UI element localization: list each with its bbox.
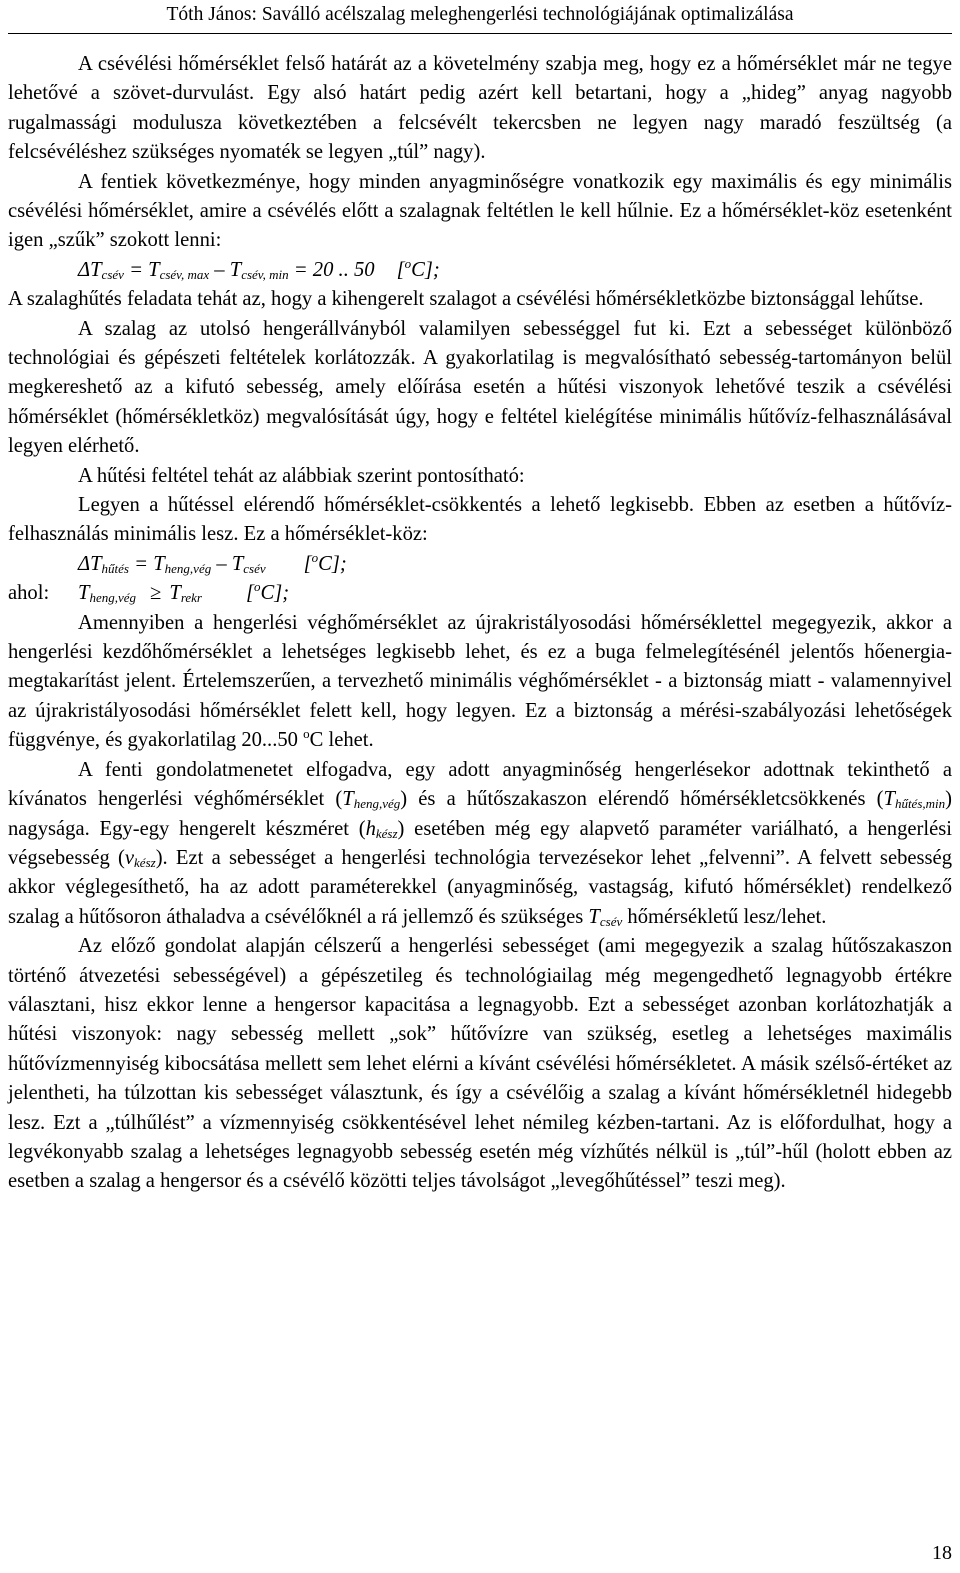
symbol-h: h — [365, 817, 376, 840]
symbol-subscript: hűtés,min — [894, 796, 946, 812]
formula-symbol: ΔT — [78, 552, 102, 575]
symbol-t: T — [342, 788, 354, 811]
text-run: Amennyiben a hengerlési véghőmérséklet az újrakristályosodási hőmérséklettel megegyezik, akkor a hengerlési kezdőhőmérséklet a lehetséges legkisebb lehet, és ez a buga felmelegítésénél jelentős hőenergia-megtakarítást jelent. Értelemszerűen, a tervezhető minimális véghőmérséklet - a biztonság miatt - valamennyivel az újrakristályosodási hőmérséklet felett kell, hogy legyen. Ez a biztonság a mérési-szabályozási lehetőségek függvénye, és gyakorlatilag 20...50 — [8, 611, 952, 752]
formula-symbol: = T — [129, 552, 165, 575]
symbol-subscript: csév — [599, 913, 623, 929]
formula-value: = 20 .. 50 — [288, 258, 375, 281]
paragraph-speed-limits: Az előző gondolat alapján célszerű a hengerlési sebességet (ami megegyezik a szalag hűtőszakaszon történő átvezetési sebességével) a gépészetileg és technológiailag még megengedhető legnagyobb értékre választani, hisz ekkor lenne a hengersor kapacitása a legnagyobb. Ezt a sebességet azonban korlátozhatják a hűtési viszonyok: nagy sebesség mellett „sok” hűtővízre van szükség, esetleg a lehetséges maximális hűtővízmennyiség kibocsátása mellett sem lehet elérni a kívánt csévélési hőmérsékletet. A másik szélső-értéket az jelentheti, ha túlzottan kis sebességet választunk, és így a csévélőig a szalag a kívánt hőmérsékletnél hidegebb lesz. Ezt a „túlhűlést” a vízmennyiség csökkentésével lehet némileg kézben-tartani. Az is előfordulhat, hogy a legvékonyabb szalag a lehetséges legnagyobb sebesség esetén még vízhűtés nélkül is „túl”-hűl (holott ebben az esetben a szalag a hengersor és a csévélő közötti teljes távolságot „levegőhűtéssel” teszi meg). — [8, 935, 952, 1193]
degree-sign: o — [254, 579, 261, 595]
paragraph-minimal-cooling: Legyen a hűtéssel elérendő hőmérséklet-csökkentés a lehető legkisebb. Ebben az esetben a hűtővíz-felhasználás minimális lesz. Ez a hőmérséklet-köz: — [8, 494, 952, 546]
formula-unit: C]; — [411, 258, 440, 281]
formula-unit: [ — [246, 582, 255, 605]
paragraph-cooling-condition: A hűtési feltétel tehát az alábbiak szerint pontosítható: — [78, 464, 525, 487]
formula-symbol: ΔT — [78, 258, 102, 281]
formula-cooling-range — [8, 550, 952, 579]
degree-sign: o — [311, 549, 319, 565]
paragraph-finishing-temperature — [8, 609, 952, 756]
body-text — [8, 50, 952, 1197]
symbol-subscript: kész — [375, 825, 398, 841]
formula-unit: [ — [303, 552, 312, 575]
text-run: ) és a hűtőszakaszon elérendő hőmérsékletcsökkenés ( — [400, 788, 884, 811]
text-run: ). Ezt a sebességet a hengerlési technológia tervezésekor lehet „felvenni”. A felvett sebesség akkor véglegesíthető, ha az adott paraméterekkel (anyagminőség, vastagság, kifutó hőmérséklet) rendelkező szalag a hűtősoron áthaladva a csévélőknél a rá jellemző és szükséges — [8, 846, 952, 928]
text-run: ) nagysága. Egy-egy hengerelt készméret ( — [8, 788, 952, 840]
formula-subscript: csév, min — [241, 266, 289, 282]
formula-label: ahol: — [8, 582, 50, 605]
formula-symbol: – T — [211, 552, 244, 575]
formula-unit: C]; — [260, 582, 290, 605]
text-run: ) esetében még egy alapvető paraméter variálható, a hengerlési végsebesség ( — [8, 817, 952, 869]
greater-equal-sign: ≥ — [150, 582, 162, 605]
symbol-v: v — [124, 846, 135, 869]
symbol-t: T — [883, 788, 895, 811]
symbol-subscript: kész — [134, 854, 156, 870]
paragraph-strip-cooling-task: A szalaghűtés feladata tehát az, hogy a kihengerelt szalagot a csévélési hőmérsékletközbe biztonsággal lehűtse. — [8, 288, 924, 311]
paragraph-temperature-range: A fentiek következménye, hogy minden anyagminőségre vonatkozik egy maximális és egy minimális csévélési hőmérséklet, amire a csévélés előtt a szalagnak feltétlen le kell hűlnie. Ez a hőmérséklet-köz esetenként igen „szűk” szokott lenni: — [8, 170, 952, 252]
formula-symbol: T — [169, 582, 181, 605]
text-run: A fenti gondolatmenetet elfogadva, egy adott anyagminőség hengerlésekor adottnak tekinthető a kívánatos hengerlési véghőmérséklet ( — [8, 758, 952, 811]
formula-subscript: csév, max — [159, 266, 210, 282]
text-run: hőmérsékletű lesz/lehet. — [622, 905, 827, 928]
formula-subscript: hűtés — [101, 560, 129, 576]
header-divider — [8, 33, 952, 34]
paragraph-coiling-temperature-limits: A csévélési hőmérséklet felső határát az a követelmény szabja meg, hogy ez a hőmérséklet már ne tegye lehetővé a szövet-durvulást. Egy alsó határt pedig azért kell betartani, hogy a „hideg” anyag nagyobb rugalmassági modulusza következtében a felcsévélt tekercsben ne legyen nagy maradó feszültség (a felcsévéléshez szükséges nyomaték se legyen „túl” nagy). — [8, 53, 952, 164]
formula-symbol: T — [78, 582, 90, 605]
text-run: C lehet. — [309, 729, 374, 752]
symbol-subscript: heng,vég — [353, 796, 401, 812]
formula-coiling-range — [8, 256, 952, 285]
formula-unit: C]; — [318, 552, 347, 575]
formula-subscript: csév — [101, 266, 124, 282]
formula-symbol: = T — [123, 258, 160, 281]
degree-sign: o — [303, 726, 310, 742]
formula-recrystallization-condition — [8, 579, 952, 608]
formula-subscript: heng,vég — [89, 590, 137, 606]
symbol-t: T — [588, 905, 600, 928]
paragraph-rolling-speed — [8, 756, 952, 932]
formula-symbol: – T — [209, 258, 242, 281]
running-header: Tóth János: Saválló acélszalag meleghengerlési technológiájának optimalizálása — [166, 4, 794, 25]
formula-unit: [ — [396, 258, 405, 281]
formula-subscript: heng,vég — [164, 560, 212, 576]
page-number: 18 — [932, 1542, 952, 1564]
formula-subscript: csév — [243, 560, 266, 576]
paragraph-exit-speed: A szalag az utolsó hengerállványból valamilyen sebességgel fut ki. Ezt a sebességet különböző technológiai és gépészeti feltételek korlátozzák. A gyakorlatilag is megvalósítható sebesség-tartományon belül megkereshető az a kifutó sebesség, amely előírása esetén a hűtési viszonyok lehetővé teszik a csévélési hőmérséklet (hőmérsékletköz) megvalósítását úgy, hogy e feltétel kielégítése minimális hűtővíz-felhasználásával legyen elérhető. — [8, 317, 952, 458]
degree-sign: o — [404, 255, 412, 271]
formula-subscript: rekr — [180, 590, 202, 606]
